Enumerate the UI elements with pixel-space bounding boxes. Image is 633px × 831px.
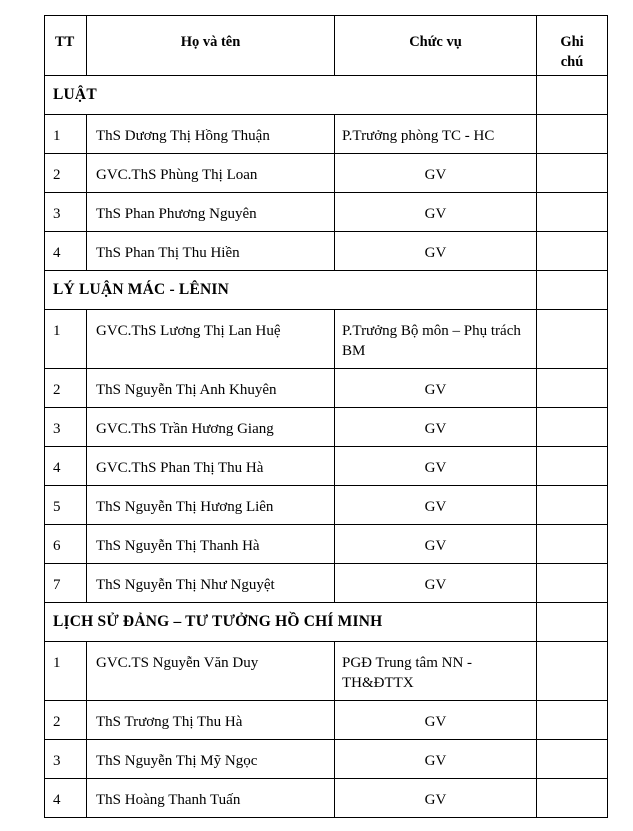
header-tt: TT [45,16,87,76]
row-name: ThS Nguyễn Thị Hương Liên [87,486,335,525]
row-number: 3 [45,740,87,779]
row-role: GV [335,447,537,486]
table-row [45,232,608,271]
row-number: 6 [45,525,87,564]
header-note-line2: chú [560,54,584,70]
header-note-line1: Ghi [560,34,584,50]
row-name: GVC.ThS Phùng Thị Loan [87,154,335,193]
table-row [45,740,608,779]
table-row [45,193,608,232]
row-name: ThS Trương Thị Thu Hà [87,701,335,740]
row-note [537,525,608,564]
table-row [45,486,608,525]
row-role: GV [335,740,537,779]
section-note-cell [537,603,608,642]
row-name: ThS Phan Thị Thu Hiền [87,232,335,271]
table-row [45,564,608,603]
table-row [45,115,608,154]
staff-table [44,15,608,818]
section-note-cell [537,76,608,115]
table-row [45,779,608,818]
row-role: GV [335,193,537,232]
row-name: ThS Nguyễn Thị Anh Khuyên [87,369,335,408]
table-row [45,369,608,408]
row-number: 1 [45,642,87,701]
section-title: LỊCH SỬ ĐẢNG – TƯ TƯỞNG HỒ CHÍ MINH [45,603,537,642]
header-note [537,16,608,76]
row-note [537,369,608,408]
row-note [537,232,608,271]
row-role: GV [335,154,537,193]
row-name: ThS Nguyễn Thị Thanh Hà [87,525,335,564]
row-role: P.Trưởng phòng TC - HC [335,115,537,154]
header-name: Họ và tên [87,16,335,76]
row-note [537,642,608,701]
row-number: 1 [45,310,87,369]
table-row [45,642,608,701]
row-role: GV [335,779,537,818]
row-note [537,408,608,447]
row-name: ThS Nguyễn Thị Mỹ Ngọc [87,740,335,779]
table-row [45,447,608,486]
row-number: 3 [45,193,87,232]
section-note-cell [537,271,608,310]
row-name: ThS Phan Phương Nguyên [87,193,335,232]
row-number: 5 [45,486,87,525]
header-role: Chức vụ [335,16,537,76]
row-role: GV [335,486,537,525]
row-name: GVC.ThS Phan Thị Thu Hà [87,447,335,486]
row-note [537,564,608,603]
row-role: GV [335,232,537,271]
row-number: 1 [45,115,87,154]
row-name: GVC.TS Nguyễn Văn Duy [87,642,335,701]
row-number: 4 [45,232,87,271]
table-header-row [45,16,608,76]
section-header-row [45,603,608,642]
row-note [537,779,608,818]
row-role: GV [335,525,537,564]
row-name: GVC.ThS Trần Hương Giang [87,408,335,447]
row-number: 7 [45,564,87,603]
table-row [45,701,608,740]
row-note [537,115,608,154]
row-name: ThS Nguyễn Thị Như Nguyệt [87,564,335,603]
row-number: 2 [45,154,87,193]
row-role: GV [335,564,537,603]
table-row [45,525,608,564]
row-name: GVC.ThS Lương Thị Lan Huệ [87,310,335,369]
section-header-row [45,271,608,310]
row-note [537,193,608,232]
row-note [537,310,608,369]
row-number: 3 [45,408,87,447]
row-name: ThS Hoàng Thanh Tuấn [87,779,335,818]
row-number: 4 [45,447,87,486]
row-number: 4 [45,779,87,818]
section-title: LÝ LUẬN MÁC - LÊNIN [45,271,537,310]
table-row [45,310,608,369]
row-role: GV [335,408,537,447]
row-note [537,486,608,525]
row-role: P.Trưởng Bộ môn – Phụ trách BM [335,310,537,369]
row-note [537,701,608,740]
table-row [45,408,608,447]
row-role: GV [335,369,537,408]
row-note [537,447,608,486]
row-role: GV [335,701,537,740]
section-header-row [45,76,608,115]
row-number: 2 [45,701,87,740]
section-title: LUẬT [45,76,537,115]
row-role: PGĐ Trung tâm NN - TH&ĐTTX [335,642,537,701]
table-row [45,154,608,193]
row-number: 2 [45,369,87,408]
row-note [537,154,608,193]
row-name: ThS Dương Thị Hồng Thuận [87,115,335,154]
table-body [45,76,608,818]
row-note [537,740,608,779]
